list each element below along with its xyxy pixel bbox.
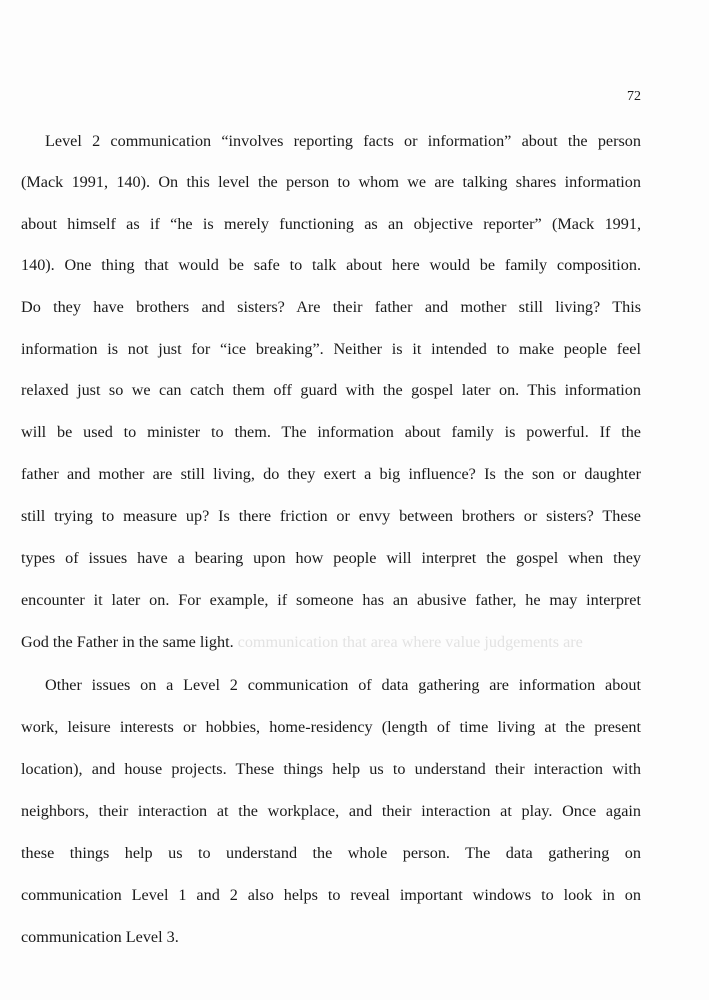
bleed-through-text: communication that area where value judgements are: [237, 633, 583, 651]
paragraph-1-line-13: [21, 632, 641, 652]
paragraph-2-line-5: these things help us to understand the whole person. The data gathering on: [21, 844, 641, 862]
paragraph-2-line-7: communication Level 3.: [21, 928, 179, 946]
paragraph-2-line-3: location), and house projects. These things help us to understand their interaction with: [21, 760, 641, 778]
paragraph-2-line-2: work, leisure interests or hobbies, home-residency (length of time living at the present: [21, 718, 641, 736]
paragraph-1-line-12: encounter it later on. For example, if someone has an abusive father, he may interpret: [21, 591, 641, 609]
paragraph-1-line-9: father and mother are still living, do they exert a big influence? Is the son or daughter: [21, 465, 641, 483]
paragraph-1-line-2: (Mack 1991, 140). On this level the person to whom we are talking shares information: [21, 173, 641, 191]
paragraph-1-line-4: 140). One thing that would be safe to talk about here would be family composition.: [21, 256, 641, 274]
paragraph-2-line-1: Other issues on a Level 2 communication of data gathering are information about: [45, 676, 641, 694]
paragraph-1-line-8: will be used to minister to them. The information about family is powerful. If the: [21, 423, 641, 441]
paragraph-1-line-1: Level 2 communication “involves reporting facts or information” about the person: [45, 132, 641, 150]
paragraph-1-line-11: types of issues have a bearing upon how people will interpret the gospel when they: [21, 549, 641, 567]
paragraph-1-line-7: relaxed just so we can catch them off guard with the gospel later on. This information: [21, 381, 641, 399]
paragraph-2-line-6: communication Level 1 and 2 also helps to reveal important windows to look in on: [21, 886, 641, 904]
paragraph-1-line-5: Do they have brothers and sisters? Are their father and mother still living? This: [21, 298, 641, 316]
paragraph-1-line-3: about himself as if “he is merely functioning as an objective reporter” (Mack 1991,: [21, 215, 641, 233]
paragraph-1-line-6: information is not just for “ice breaking”. Neither is it intended to make people feel: [21, 340, 641, 358]
paragraph-1-line-10: still trying to measure up? Is there friction or envy between brothers or sisters? These: [21, 507, 641, 525]
paragraph-1-line-13-text: God the Father in the same light.: [21, 633, 234, 651]
page-number: 72: [627, 89, 641, 104]
paragraph-2-line-4: neighbors, their interaction at the workplace, and their interaction at play. Once again: [21, 802, 641, 820]
